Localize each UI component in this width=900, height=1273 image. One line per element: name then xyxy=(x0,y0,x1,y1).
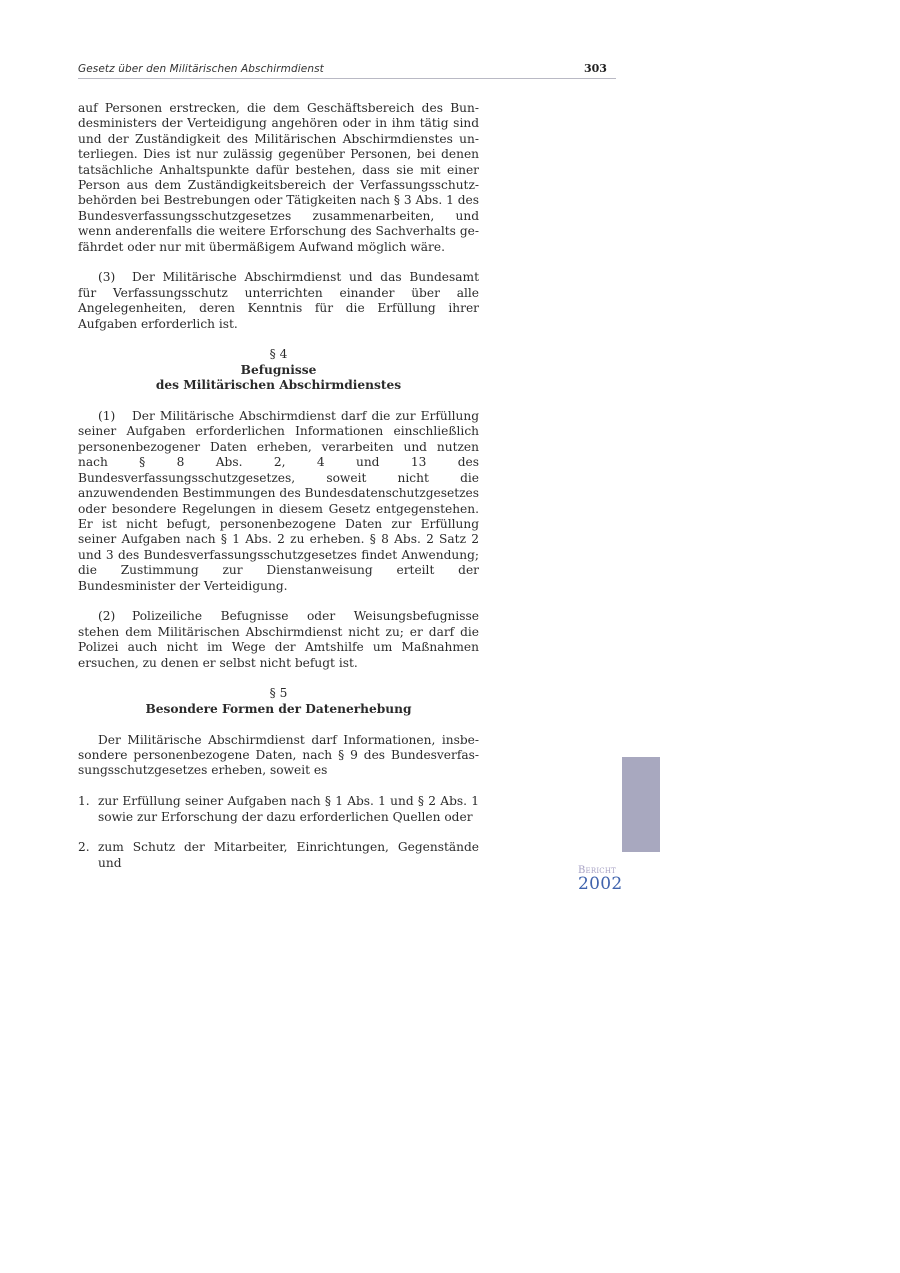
logo-word: Bericht xyxy=(578,865,617,876)
paragraph-number: (3) xyxy=(98,270,116,285)
section-4-heading xyxy=(78,347,479,393)
section-4-paragraph-1 xyxy=(78,409,479,594)
list-text: zur Erfüllung seiner Aufgaben nach § 1 Abs. 1 und § 2 Abs. 1 sowie zur Erforschung der dazu erforderlichen Quellen oder xyxy=(98,794,479,824)
page-number: 303 xyxy=(584,62,607,75)
running-header xyxy=(78,62,616,79)
logo-year: 2002 xyxy=(578,874,623,894)
section-4-paragraph-2 xyxy=(78,609,479,671)
paragraph-number: (1) xyxy=(98,409,116,424)
document-body xyxy=(78,101,479,871)
list-number: 2. xyxy=(78,840,90,855)
paragraph-text: Der Militärische Abschirmdienst darf die zur Erfüllung seiner Aufgaben erforderlichen Informationen einschließlich personenbezogener Daten erheben, verarbeiten und nutzen nach § 8 Abs. 2, 4 und 13 des Bundesverfassungsschutzgesetzes, soweit nicht die anzuwendenden Bestimmungen des Bundesdatenschutzgesetzes oder besondere Regelungen in diesem Gesetz entgegenstehen. Er ist nicht befugt, personenbezogene Daten zur Erfüllung seiner Aufgaben nach § 1 Abs. 2 zu erheben. § 8 Abs. 2 Satz 2 und 3 des Bundesverfassungsschutzgesetzes findet Anwendung; die Zustimmung zur Dienstanweisung erteilt der Bundesminister der Verteidigung. xyxy=(78,409,479,593)
continuation-paragraph: auf Personen erstrecken, die dem Geschäftsbereich des Bundesministers der Verteidigung angehören oder in ihm tätig sind und der Zuständigkeit des Militärischen Abschirmdienstes unterliegen. Dies ist nur zulässig gegenüber Personen, bei denen tatsächliche Anhaltspunkte dafür bestehen, dass sie mit einer Person aus dem Zuständigkeitsbereich der Verfassungsschutzbehörden bei Bestrebungen oder Tätigkeiten nach § 3 Abs. 1 des Bundesverfassungsschutzgesetzes zusammenarbeiten, und wenn anderenfalls die weitere Erforschung des Sachverhalts gefährdet oder nur mit übermäßigem Aufwand möglich wäre. xyxy=(78,101,479,254)
list-item-1 xyxy=(78,794,479,825)
paragraph-3 xyxy=(78,270,479,332)
section-title: Besondere Formen der Datenerhebung xyxy=(145,701,412,716)
section-number: § 5 xyxy=(269,686,288,701)
section-title-line-1: Befugnisse xyxy=(240,362,317,377)
section-5-heading xyxy=(78,686,479,717)
section-title-line-2: des Militärischen Abschirmdienstes xyxy=(155,378,402,393)
report-logo xyxy=(578,866,638,892)
section-5-intro: Der Militärische Abschirmdienst darf Informationen, insbesondere personenbezogene Daten, nach § 9 des Bundesverfassungsschutzgesetzes erheben, soweit es xyxy=(78,732,479,778)
section-number: § 4 xyxy=(269,347,288,362)
list-text: zum Schutz der Mitarbeiter, Einrichtungen, Gegenstände und xyxy=(98,840,479,870)
header-title: Gesetz über den Militärischen Abschirmdienst xyxy=(78,63,324,75)
decorative-side-bar xyxy=(622,757,660,852)
list-item-2 xyxy=(78,840,479,871)
paragraph-text: Polizeiliche Befugnisse oder Weisungsbefugnisse stehen dem Militärischen Abschirmdienst nicht zu; er darf die Polizei auch nicht im Wege der Amtshilfe um Maßnahmen ersuchen, zu denen er selbst nicht befugt ist. xyxy=(78,609,479,670)
list-number: 1. xyxy=(78,794,90,809)
paragraph-number: (2) xyxy=(98,609,116,624)
paragraph-text: Der Militärische Abschirmdienst und das Bundesamt für Verfassungsschutz unterrichten einander über alle Angelegenheiten, deren Kenntnis für die Erfüllung ihrer Aufgaben erforderlich ist. xyxy=(78,270,479,331)
